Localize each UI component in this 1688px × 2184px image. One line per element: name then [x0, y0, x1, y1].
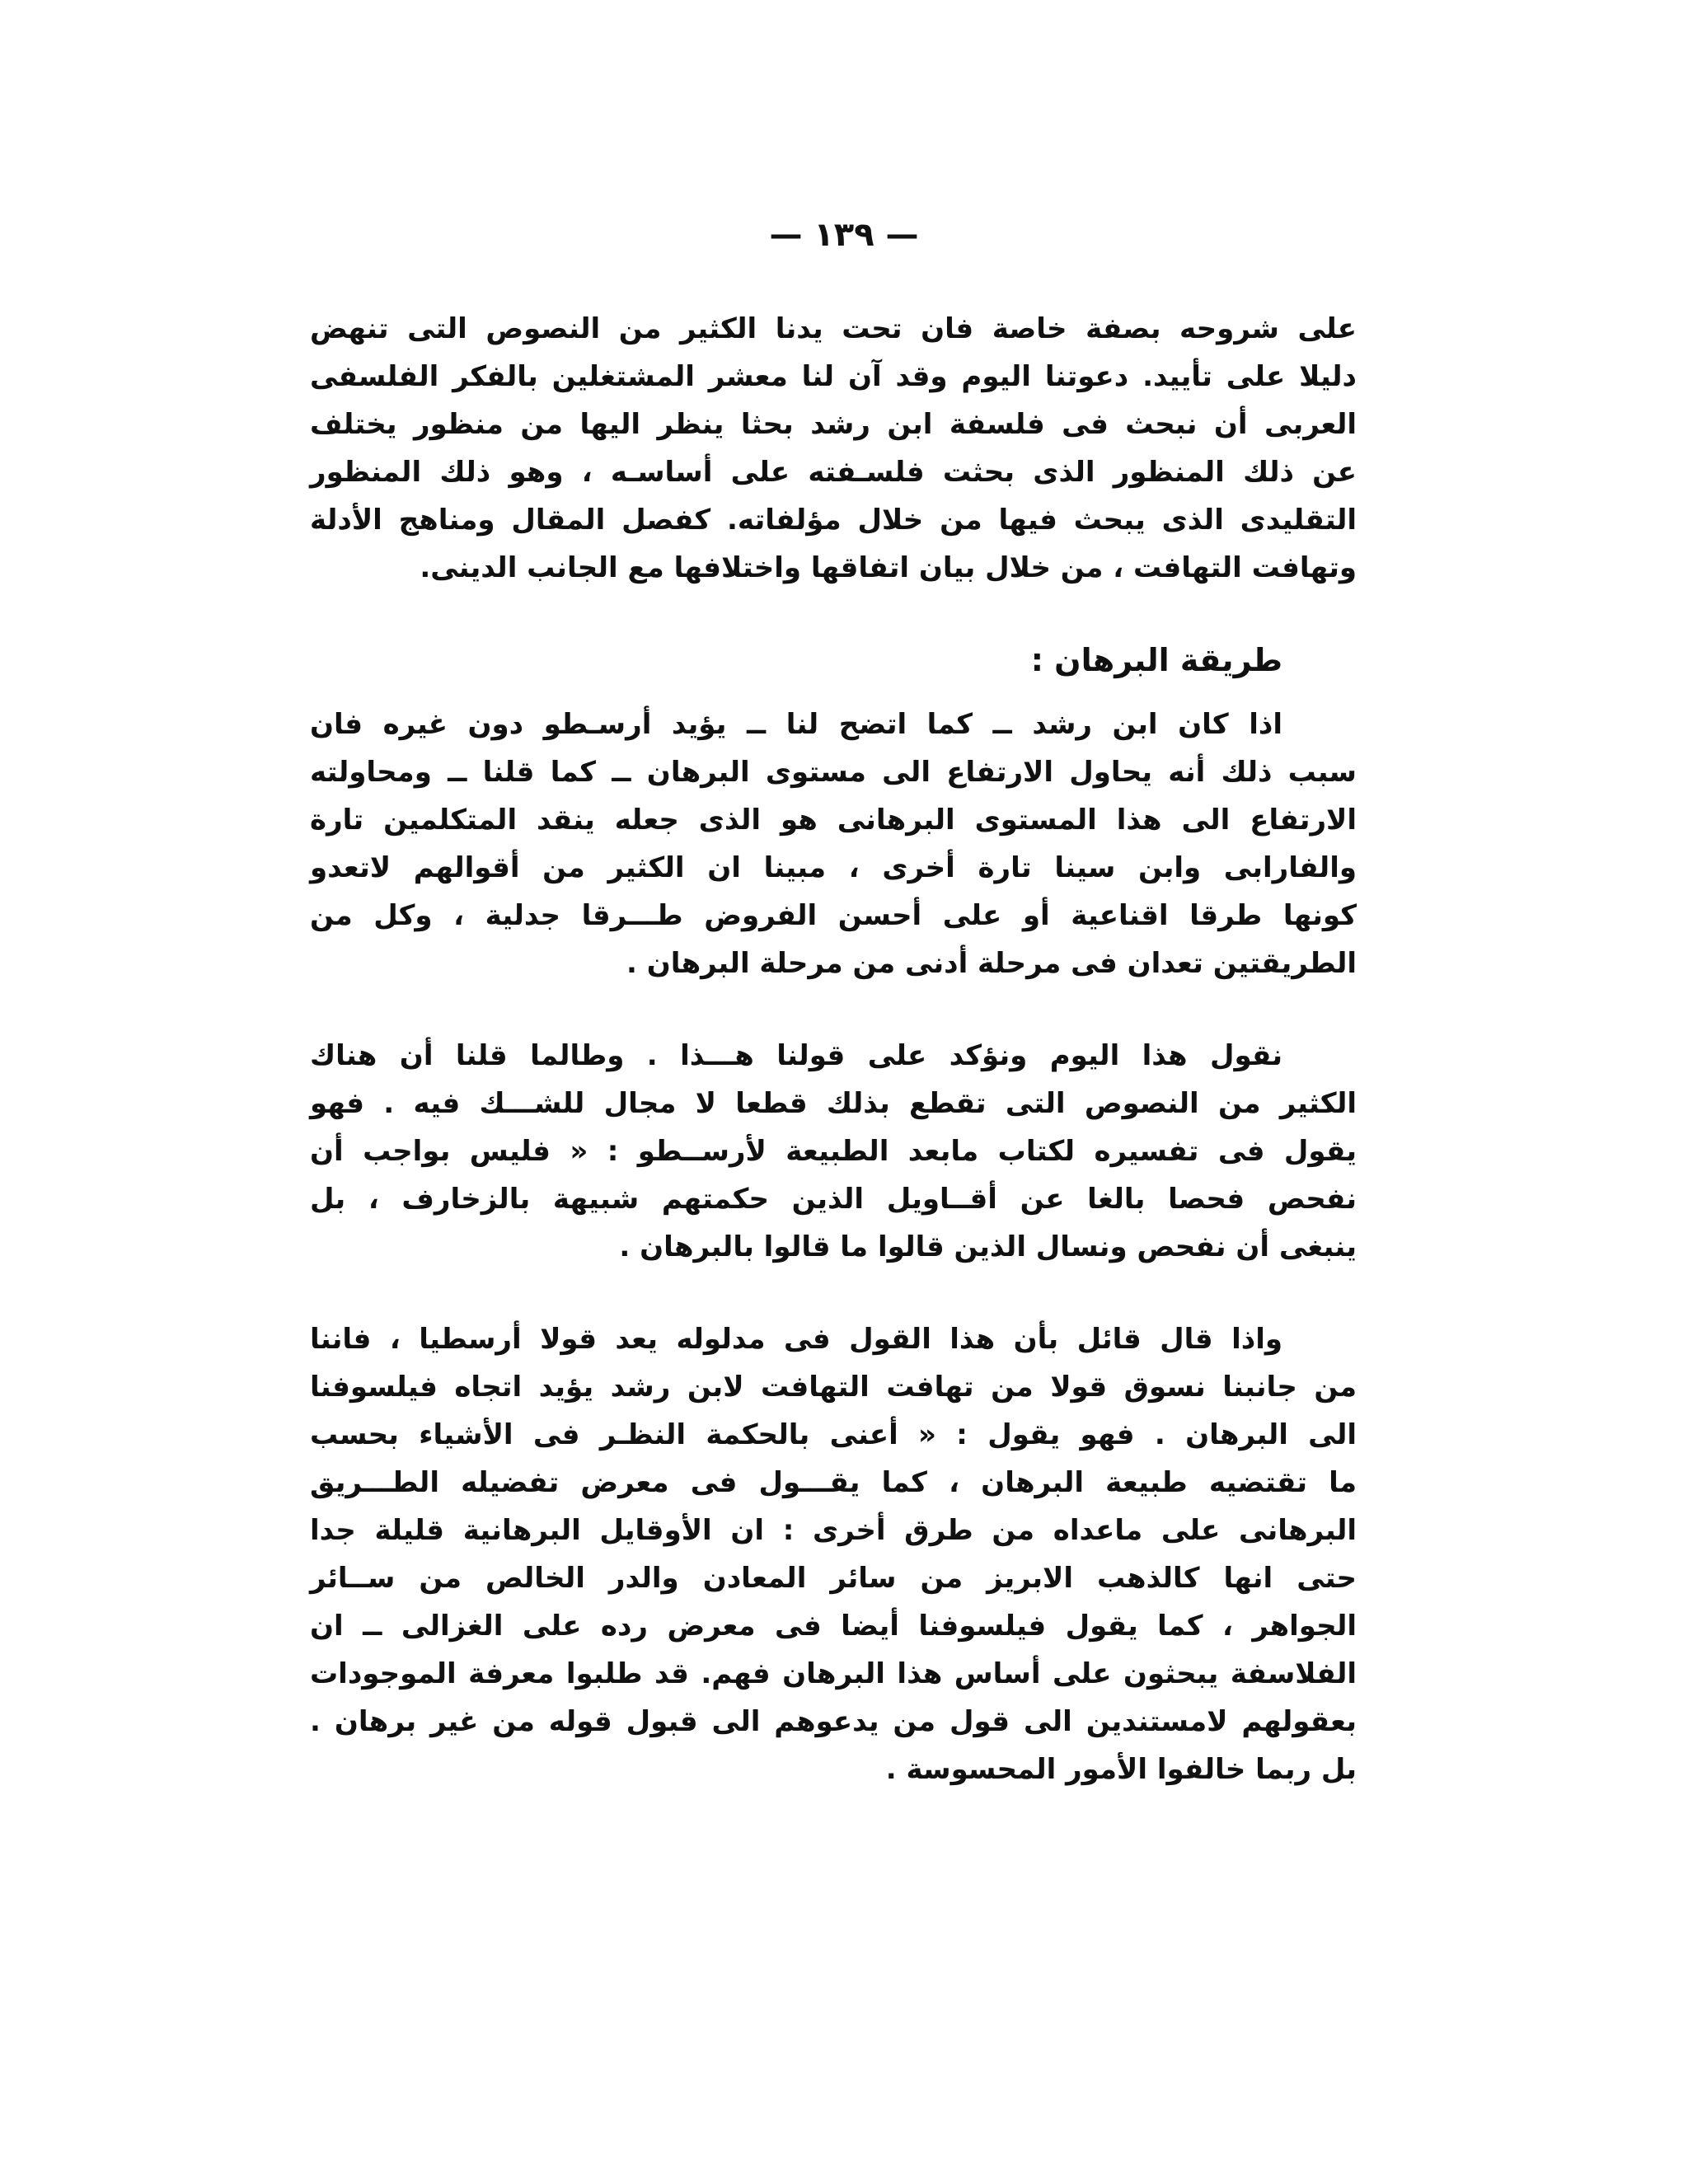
paragraph-burhan-1: [310, 701, 1357, 987]
text-line: بل ربما خالفوا الأمور المحسوسة .: [885, 1753, 1357, 1786]
paragraph-burhan-2: [310, 1032, 1357, 1271]
text-line: على شروحه بصفة خاصة فان تحت يدنا الكثير من النصوص التى تنهض: [310, 312, 1357, 345]
text-line: نقول هذا اليوم ونؤكد على قولنا هـــذا . وطالما قلنا أن هناك: [310, 1039, 1282, 1072]
page-number: — ١٣٩ —: [769, 216, 919, 254]
text-line: ما تقتضيه طبيعة البرهان ، كما يقـــول فى معرض تفضيله الطـــريق: [310, 1466, 1357, 1499]
text-line: كونها طرقا اقناعية أو على أحسن الفروض طـــرقا جدلية ، وكل من: [310, 899, 1357, 932]
text-line: الفلاسفة يبحثون على أساس هذا البرهان فهم. قد طلبوا معرفة الموجودات: [310, 1657, 1357, 1690]
text-line: سبب ذلك أنه يحاول الارتفاع الى مستوى البرهان ــ كما قلنا ــ ومحاولته: [310, 756, 1357, 789]
paragraph-burhan-3: [310, 1315, 1357, 1793]
paragraph-intro: [310, 305, 1357, 592]
text-line: من جانبنا نسوق قولا من تهافت التهافت لابن رشد يؤيد اتجاه فيلسوفنا: [310, 1371, 1357, 1404]
text-line: الطريقتين تعدان فى مرحلة أدنى من مرحلة البرهان .: [626, 947, 1357, 980]
text-line: حتى انها كالذهب الابريز من سائر المعادن والدر الخالص من ســائر: [310, 1562, 1357, 1595]
body-text: [310, 305, 1357, 1838]
text-line: ينبغى أن نفحص ونسال الذين قالوا ما قالوا بالبرهان .: [619, 1230, 1357, 1263]
text-line: واذا قال قائل بأن هذا القول فى مدلوله يعد قولا أرسطيا ، فاننا: [310, 1323, 1282, 1356]
text-line: نفحص فحصا بالغا عن أقــاويل الذين حكمتهم شبيهة بالزخارف ، بل: [310, 1183, 1357, 1216]
text-line: بعقولهم لامستندين الى قول من يدعوهم الى قبول قوله من غير برهان .: [310, 1705, 1357, 1738]
text-line: والفارابى وابن سينا تارة أخرى ، مبينا ان الكثير من أقوالهم لاتعدو: [310, 851, 1357, 884]
text-line: الجواهر ، كما يقول فيلسوفنا أيضا فى معرض رده على الغزالى ــ ان: [310, 1610, 1357, 1643]
text-line: البرهانى على ماعداه من طرق أخرى : ان الأوقايل البرهانية قليلة جدا: [310, 1514, 1357, 1547]
text-line: اذا كان ابن رشد ــ كما اتضح لنا ــ يؤيد أرسـطو دون غيره فان: [310, 708, 1282, 741]
text-line: الى البرهان . فهو يقول : « أعنى بالحكمة النظـر فى الأشياء بحسب: [310, 1418, 1357, 1451]
text-line: التقليدى الذى يبحث فيها من خلال مؤلفاته. كفصل المقال ومناهج الأدلة: [310, 504, 1357, 537]
text-line: العربى أن نبحث فى فلسفة ابن رشد بحثا ينظر اليها من منظور يختلف: [310, 408, 1357, 441]
text-line: دليلا على تأييد. دعوتنا اليوم وقد آن لنا معشر المشتغلين بالفكر الفلسفى: [310, 360, 1357, 393]
text-line: يقول فى تفسيره لكتاب مابعد الطبيعة لأرســطو : « فليس بواجب أن: [310, 1135, 1357, 1168]
text-line: عن ذلك المنظور الذى بحثت فلسـفته على أساسـه ، وهو ذلك المنظور: [310, 456, 1357, 489]
section-heading: طريقة البرهان :: [1030, 642, 1282, 678]
text-line: الارتفاع الى هذا المستوى البرهانى هو الذى جعله ينقد المتكلمين تارة: [310, 804, 1357, 837]
text-line: وتهافت التهافت ، من خلال بيان اتفاقها واختلافها مع الجانب الدينى.: [420, 551, 1357, 584]
text-line: الكثير من النصوص التى تقطع بذلك قطعا لا مجال للشـــك فيه . فهو: [310, 1087, 1357, 1120]
